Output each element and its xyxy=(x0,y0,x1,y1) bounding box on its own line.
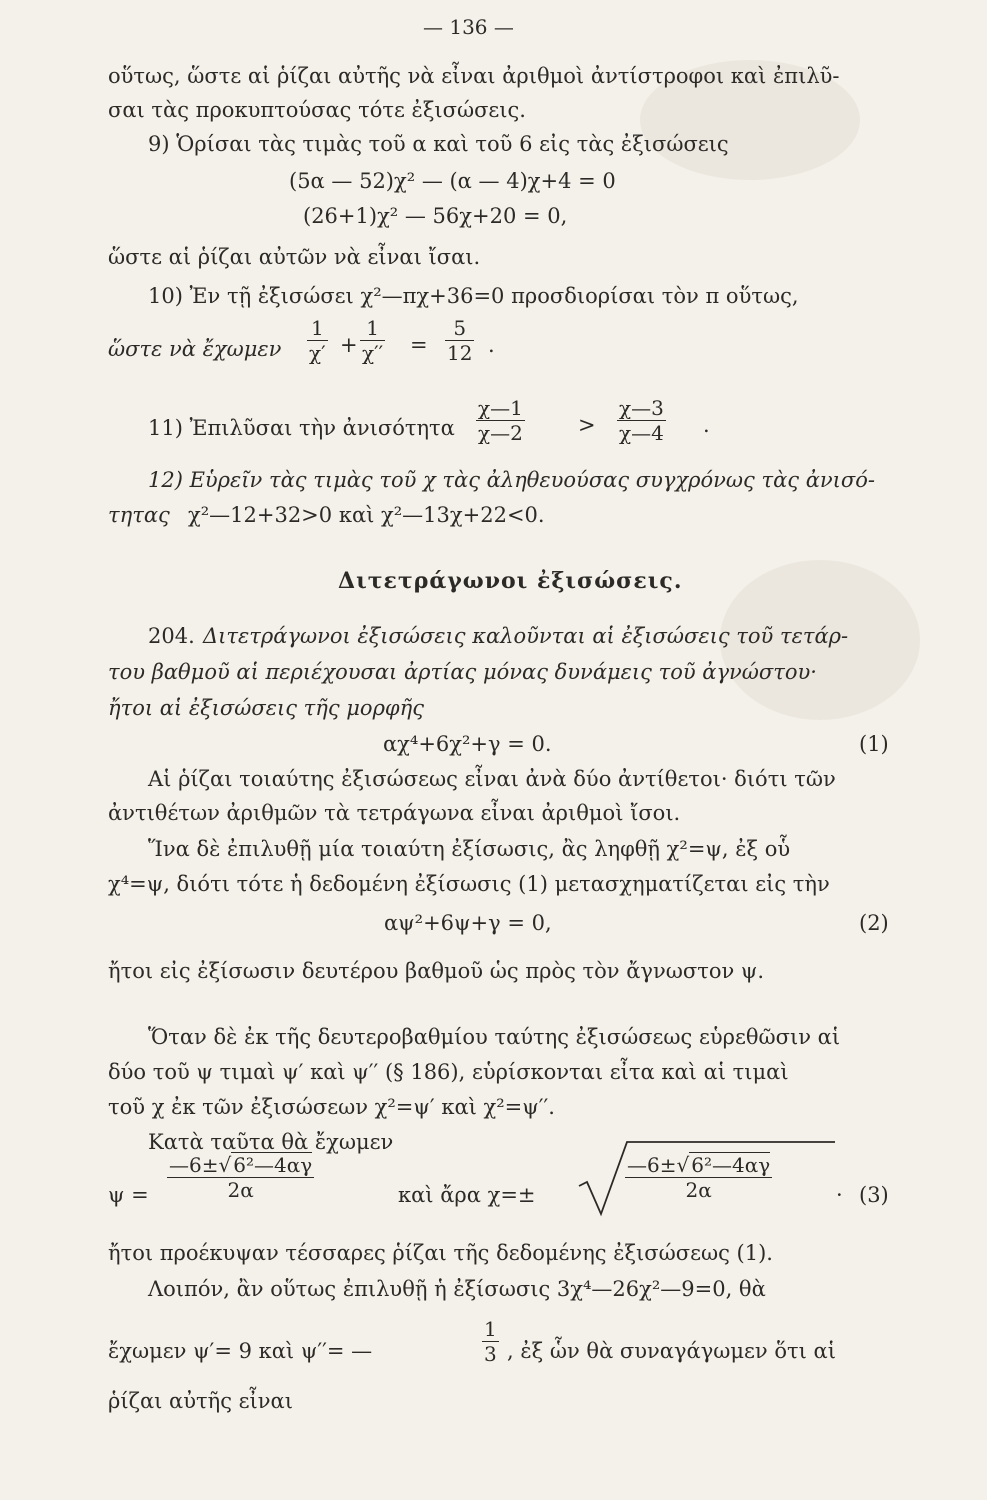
radical-sign: √ xyxy=(676,1153,690,1177)
numerator: χ—1 xyxy=(478,396,523,420)
text-line: ἤτοι προέκυψαν τέσσαρες ῥίζαι τῆς δεδομένης ἐξισώσεως (1). xyxy=(108,1241,773,1265)
definition-line: Διτετράγωνοι ἐξισώσεις καλοῦνται αἱ ἐξισώσεις τοῦ τετάρ- xyxy=(203,624,849,648)
fraction-1-over-x1 xyxy=(307,316,328,365)
radicand: 6²—4αγ xyxy=(233,1153,313,1177)
plus-sign: + xyxy=(340,333,358,357)
exercise-10-cont: ὥστε νὰ ἔχωμεν xyxy=(108,337,282,361)
radical-sign: √ xyxy=(218,1153,232,1177)
exercise-10: 10) Ἐν τῇ ἐξισώσει χ²—πχ+36=0 προσδιορίσαι τὸν π οὕτως, xyxy=(148,284,799,308)
fraction-5-over-12 xyxy=(445,316,474,365)
numerator: 1 xyxy=(484,1317,497,1341)
equation-tag-1: (1) xyxy=(859,732,889,756)
greater-than-sign: > xyxy=(578,413,596,437)
formula-3-dot: · xyxy=(836,1183,843,1207)
equals-sign: = xyxy=(410,333,428,357)
text-line: χ⁴=ψ, διότι τότε ἡ δεδομένη ἐξίσωσις (1) μετασχηματίζεται εἰς τὴν xyxy=(108,872,830,896)
denominator: χ′ xyxy=(309,341,326,365)
denominator: χ—2 xyxy=(478,421,523,445)
formula-3-fraction-psi xyxy=(167,1153,314,1202)
fraction-1-over-3 xyxy=(482,1317,499,1366)
text-line: ἤτοι εἰς ἐξίσωσιν δευτέρου βαθμοῦ ὡς πρὸς τὸν ἄγνωστον ψ. xyxy=(108,959,765,983)
definition-line: του βαθμοῦ αἱ περιέχουσαι ἀρτίας μόνας δυνάμεις τοῦ ἀγνώστου· xyxy=(108,660,817,684)
section-number: 204. xyxy=(148,624,195,648)
text-line: Κατὰ ταῦτα θὰ ἔχωμεν xyxy=(148,1130,394,1154)
text-line: ἀντιθέτων ἀριθμῶν τὰ τετράγωνα εἶναι ἀριθμοὶ ἴσοι. xyxy=(108,801,681,825)
text-line: σαι τὰς προκυπτούσας τότε ἐξισώσεις. xyxy=(108,98,526,122)
fraction-x1-over-x2 xyxy=(476,396,525,445)
period: . xyxy=(703,413,710,437)
denominator: 3 xyxy=(484,1342,497,1366)
numerator xyxy=(167,1153,314,1177)
formula-3-middle-text: καὶ ἄρα χ=± xyxy=(398,1183,536,1207)
section-heading: Διτετράγωνοι ἐξισώσεις. xyxy=(338,568,683,594)
exercise-12-prefix: τητας xyxy=(108,503,170,527)
page-number: — 136 — xyxy=(423,15,514,39)
text-line: οὕτως, ὥστε αἱ ῥίζαι αὐτῆς νὰ εἶναι ἀριθμοὶ ἀντίστροφοι καὶ ἐπιλῦ- xyxy=(108,64,840,88)
fraction-x3-over-x4 xyxy=(617,396,666,445)
equation-1: αχ⁴+6χ²+γ = 0. xyxy=(383,732,552,756)
equation-9a: (5α — 52)χ² — (α — 4)χ+4 = 0 xyxy=(289,169,616,193)
numerator-prefix: —6± xyxy=(627,1153,677,1177)
text-line: τοῦ χ ἐκ τῶν ἐξισώσεων χ²=ψ′ καὶ χ²=ψ′′. xyxy=(108,1095,555,1119)
text-line: Ἵνα δὲ ἐπιλυθῇ μία τοιαύτη ἐξίσωσις, ἂς ληφθῇ χ²=ψ, ἐξ οὗ xyxy=(148,837,791,861)
radicand: 6²—4αγ xyxy=(691,1153,771,1177)
numerator: 5 xyxy=(453,316,467,340)
text-line: ἔχωμεν ψ′= 9 καὶ ψ′′= — xyxy=(108,1339,373,1363)
text-line: ὥστε αἱ ῥίζαι αὐτῶν νὰ εἶναι ἴσαι. xyxy=(108,245,481,269)
outer-radical-sign xyxy=(577,1138,837,1218)
equation-tag-2: (2) xyxy=(859,911,889,935)
equation-tag-3: (3) xyxy=(859,1183,889,1207)
numerator-prefix: —6± xyxy=(169,1153,219,1177)
exercise-9: 9) Ὁρίσαι τὰς τιμὰς τοῦ α καὶ τοῦ 6 εἰς τὰς ἐξισώσεις xyxy=(148,132,729,156)
numerator: 1 xyxy=(366,316,379,340)
period: . xyxy=(488,333,495,357)
text-line: , ἐξ ὧν θὰ συναγάγωμεν ὅτι αἱ xyxy=(507,1339,836,1363)
fraction-1-over-x2 xyxy=(360,316,385,365)
text-line: Αἱ ῥίζαι τοιαύτης ἐξισώσεως εἶναι ἀνὰ δύο ἀντίθετοι· διότι τῶν xyxy=(148,767,836,791)
text-line: ῥίζαι αὐτῆς εἶναι xyxy=(108,1389,293,1413)
exercise-12-inequalities: χ²—12+32>0 καὶ χ²—13χ+22<0. xyxy=(188,503,545,527)
exercise-11: 11) Ἐπιλῦσαι τὴν ἀνισότητα xyxy=(148,416,455,440)
denominator: 2α xyxy=(625,1177,772,1202)
denominator: 12 xyxy=(447,341,473,365)
formula-3-lhs: ψ = xyxy=(108,1183,149,1207)
numerator: 1 xyxy=(310,316,324,340)
equation-2: αψ²+6ψ+γ = 0, xyxy=(384,911,552,935)
numerator: χ—3 xyxy=(619,396,664,420)
denominator: χ—4 xyxy=(619,421,664,445)
text-line: Ὅταν δὲ ἐκ τῆς δευτεροβαθμίου ταύτης ἐξισώσεως εὑρεθῶσιν αἱ xyxy=(148,1025,841,1049)
text-line: Λοιπόν, ἂν οὕτως ἐπιλυθῇ ἡ ἐξίσωσις 3χ⁴—26χ²—9=0, θὰ xyxy=(148,1277,766,1301)
denominator: χ′′ xyxy=(362,341,384,365)
definition-line: ἤτοι αἱ ἐξισώσεις τῆς μορφῆς xyxy=(108,696,424,720)
text-line: δύο τοῦ ψ τιμαὶ ψ′ καὶ ψ′′ (§ 186), εὑρίσκονται εἶτα καὶ αἱ τιμαὶ xyxy=(108,1060,789,1084)
equation-9b: (26+1)χ² — 56χ+20 = 0, xyxy=(303,204,568,228)
denominator: 2α xyxy=(167,1177,314,1202)
exercise-12: 12) Εὑρεῖν τὰς τιμὰς τοῦ χ τὰς ἀληθευούσας συγχρόνως τὰς ἀνισό- xyxy=(148,468,875,492)
